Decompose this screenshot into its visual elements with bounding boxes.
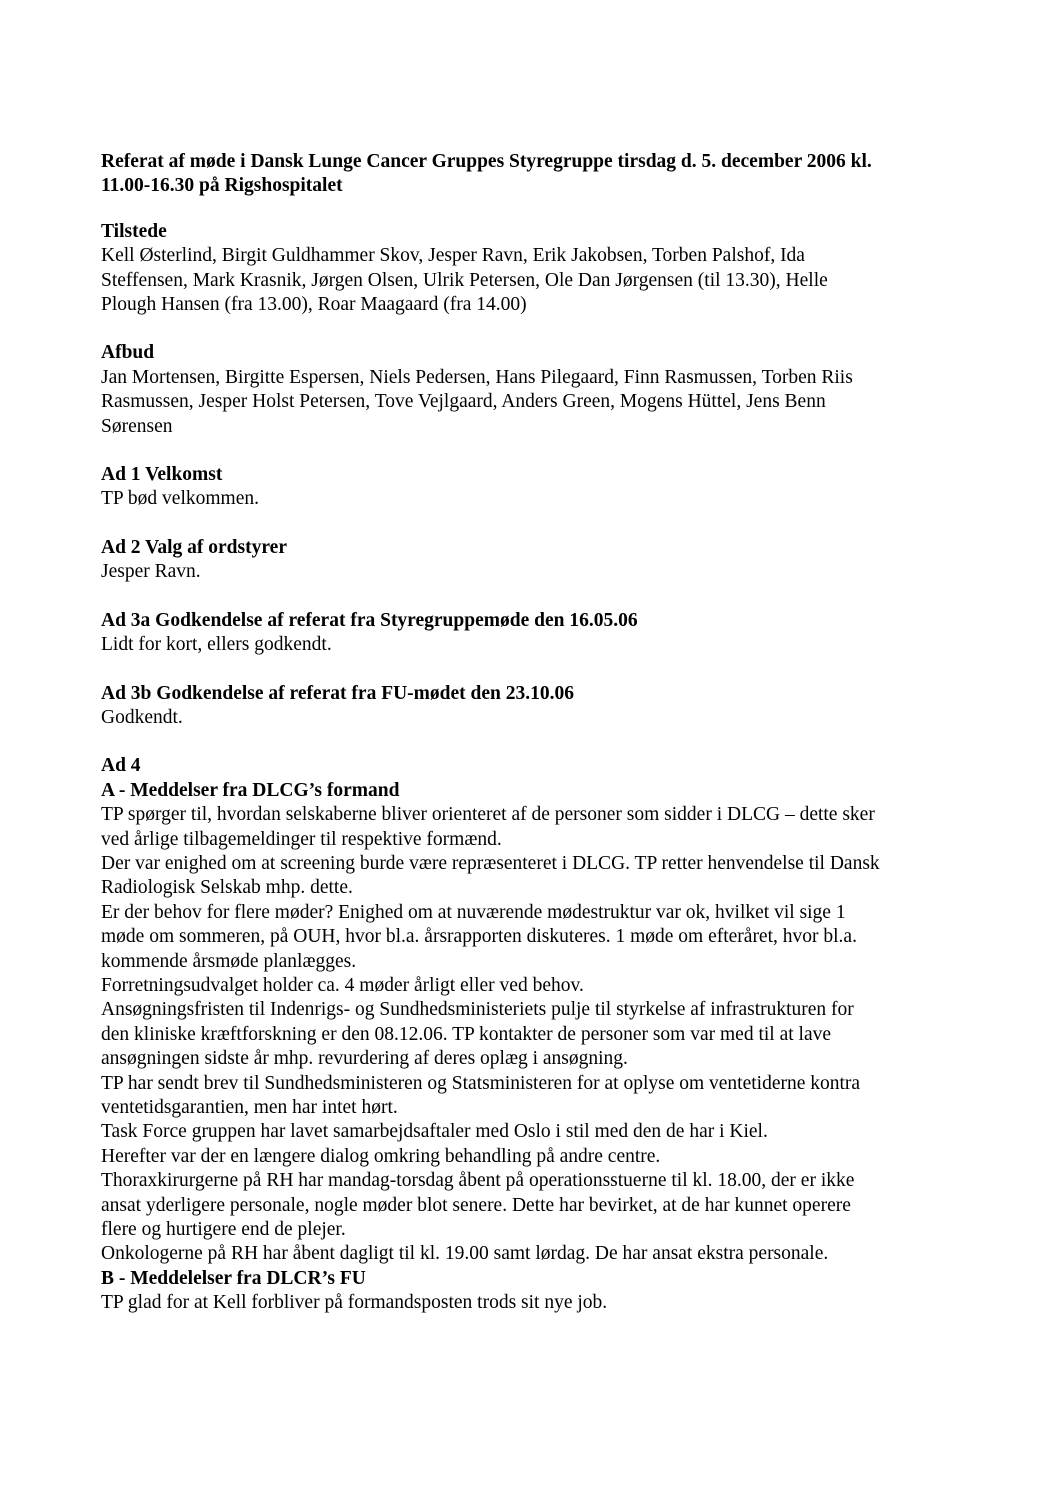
section-text-line: Jesper Ravn. xyxy=(101,561,201,583)
section-text-line: flere og hurtigere end de plejer. xyxy=(101,1219,346,1241)
section-text-line: Lidt for kort, ellers godkendt. xyxy=(101,634,332,656)
subsection-heading-b: B - Meddelelser fra DLCR’s FU xyxy=(101,1267,366,1289)
document-body xyxy=(101,150,981,1340)
document-title xyxy=(101,150,981,199)
section-text-line: Jan Mortensen, Birgitte Espersen, Niels Pedersen, Hans Pilegaard, Finn Rasmussen, Torben Riis xyxy=(101,366,853,388)
section-text-line: ansat yderligere personale, nogle møder blot senere. Dette har bevirket, at de har kunnet operere xyxy=(101,1194,851,1216)
section-ad3b xyxy=(101,682,981,731)
section-heading: Ad 4 xyxy=(101,755,141,777)
section-heading: Tilstede xyxy=(101,220,167,242)
section-text-line: TP bød velkommen. xyxy=(101,488,259,510)
section-text-line: Rasmussen, Jesper Holst Petersen, Tove Vejlgaard, Anders Green, Mogens Hüttel, Jens Benn xyxy=(101,391,826,413)
section-text-line: TP spørger til, hvordan selskaberne bliver orienteret af de personer som sidder i DLCG – dette sker xyxy=(101,804,875,826)
section-heading: Ad 1 Velkomst xyxy=(101,464,223,486)
section-heading: Ad 3b Godkendelse af referat fra FU-mødet den 23.10.06 xyxy=(101,682,575,704)
section-text-line: kommende årsmøde planlægges. xyxy=(101,950,357,972)
section-text-line: Godkendt. xyxy=(101,706,183,728)
section-text-line: Onkologerne på RH har åbent dagligt til kl. 19.00 samt lørdag. De har ansat ekstra personale. xyxy=(101,1243,829,1265)
section-text-line: Der var enighed om at screening burde være repræsenteret i DLCG. TP retter henvendelse til Dansk xyxy=(101,852,880,874)
title-line: 11.00-16.30 på Rigshospitalet xyxy=(101,175,343,197)
section-text-line: Herefter var der en længere dialog omkring behandling på andre centre. xyxy=(101,1145,661,1167)
section-text-line: Forretningsudvalget holder ca. 4 møder årligt eller ved behov. xyxy=(101,974,584,996)
section-text-line: Ansøgningsfristen til Indenrigs- og Sundhedsministeriets pulje til styrkelse af infrastrukturen for xyxy=(101,999,854,1021)
subsection-heading-a: A - Meddelser fra DLCG’s formand xyxy=(101,779,400,801)
section-ad1 xyxy=(101,463,981,512)
section-heading: Ad 2 Valg af ordstyrer xyxy=(101,536,287,558)
section-text-line: Steffensen, Mark Krasnik, Jørgen Olsen, Ulrik Petersen, Ole Dan Jørgensen (til 13.30), Helle xyxy=(101,269,828,291)
section-text-line: Kell Østerlind, Birgit Guldhammer Skov, Jesper Ravn, Erik Jakobsen, Torben Palshof, Ida xyxy=(101,245,805,267)
section-text-line: Task Force gruppen har lavet samarbejdsaftaler med Oslo i stil med den de har i Kiel. xyxy=(101,1121,768,1143)
section-text-line: TP glad for at Kell forbliver på formandsposten trods sit nye job. xyxy=(101,1292,608,1314)
section-text-line: Er der behov for flere møder? Enighed om at nuværende mødestruktur var ok, hvilket vil sige 1 xyxy=(101,901,846,923)
section-ad3a xyxy=(101,609,981,658)
section-text-line: ved årlige tilbagemeldinger til respektive formænd. xyxy=(101,828,502,850)
section-text-line: Thoraxkirurgerne på RH har mandag-torsdag åbent på operationsstuerne til kl. 18.00, der er ikke xyxy=(101,1170,855,1192)
section-text-line: TP har sendt brev til Sundhedsministeren og Statsministeren for at oplyse om ventetiderne kontra xyxy=(101,1072,861,1094)
title-line: Referat af møde i Dansk Lunge Cancer Gruppes Styregruppe tirsdag d. 5. december 2006 kl. xyxy=(101,151,872,172)
section-text-line: møde om sommeren, på OUH, hvor bl.a. årsrapporten diskuteres. 1 møde om efteråret, hvor bl.a. xyxy=(101,926,857,948)
section-heading: Ad 3a Godkendelse af referat fra Styregruppemøde den 16.05.06 xyxy=(101,609,638,631)
section-text-line: Radiologisk Selskab mhp. dette. xyxy=(101,877,353,899)
section-afbud xyxy=(101,341,981,439)
section-tilstede xyxy=(101,220,981,318)
section-text-line: ansøgningen sidste år mhp. revurdering af deres oplæg i ansøgning. xyxy=(101,1048,628,1070)
section-ad2 xyxy=(101,536,981,585)
section-text-line: ventetidsgarantien, men har intet hørt. xyxy=(101,1097,398,1118)
section-text-line: Plough Hansen (fra 13.00), Roar Maagaard (fra 14.00) xyxy=(101,294,527,316)
section-text-line: Sørensen xyxy=(101,415,173,437)
section-ad4 xyxy=(101,754,981,1315)
section-heading: Afbud xyxy=(101,342,155,364)
section-text-line: den kliniske kræftforskning er den 08.12.06. TP kontakter de personer som var med til at lave xyxy=(101,1023,832,1045)
